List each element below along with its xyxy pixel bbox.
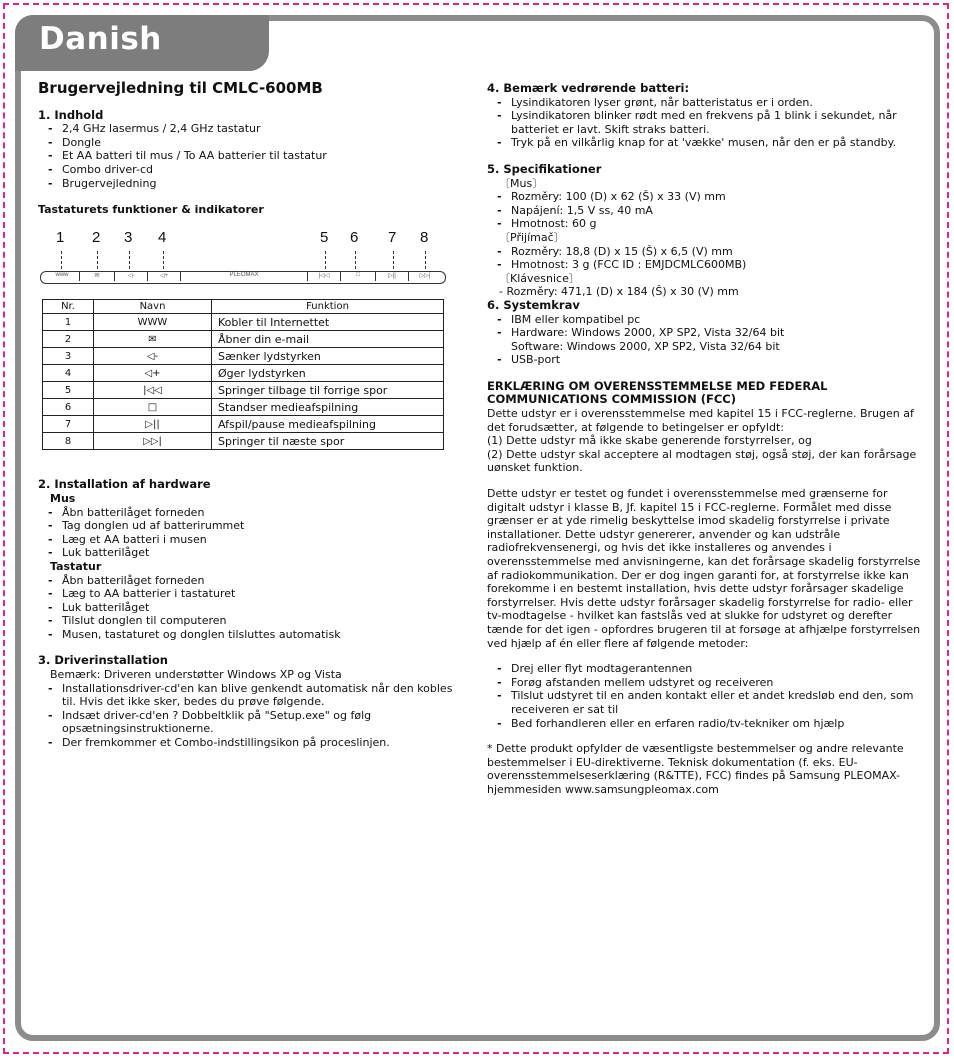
leader-line [129,251,130,269]
keyboard-steps [38,574,458,642]
fcc-condition-1: (1) Dette udstyr må ikke skabe generende forstyrrelser, og [487,434,812,448]
left-column [38,79,458,763]
table-row [43,399,444,416]
table-row [43,365,444,382]
cell-function: Springer tilbage til forrige spor [212,382,444,399]
leader-line [325,251,326,269]
fcc-section [487,380,927,797]
next-track-icon: ▷▷| [94,433,212,450]
eu-footnote: * Dette produkt opfylder de væsentligste bestemmelser og andre relevante bestemmelser i EU-direktiverne. Teknisk dokumentation (f. eks. EU-overensstemmelseserklæring (R&TTE), FCC) findes på Samsung PLEOMAX-hjemmesiden www.samsungpleomax.com [487,742,904,796]
specs-keyboard-label: 〔Klávesnice〕 [499,271,580,285]
cell-function: Standser medieafspilning [212,399,444,416]
key-number: 6 [350,228,359,246]
hardware-heading: 2. Installation af hardware [38,477,211,492]
list-item: - Læg to AA batterier i tastaturet [48,587,458,601]
hardware-req: Hardware: Windows 2000, XP SP2, Vista 32/64 bit [511,326,785,340]
list-item: - Hmotnost: 3 g (FCC ID : EMJDCMLC600MB) [497,258,927,272]
play-pause-key-icon: ▷|| [375,272,408,281]
list-item [497,326,927,353]
volume-down-icon: ◁- [94,348,212,365]
key-number: 1 [56,228,65,246]
list-item: - Combo driver-cd [48,163,458,177]
fcc-para2: Dette udstyr er testet og fundet i overensstemmelse med grænserne for digitalt udstyr i klasse B, Jf. kapitel 15 i FCC-reglerne. Formålet med disse grænser er at yde rimelig beskyttelse imod skadelig forstyrrelse i private installationer. Dette udstyr genererer, anvender og kan udstråle radiofrekvensenergi, og hvis det ikke installeres og anvendes i overensstemmelse med anvisningerne, kan det forårsage skadelig forstyrrelse af radiokommunikation. Der er dog ingen garanti for, at forstyrrelse ikke kan forekomme i en bestemt installation, hvis dette udstyr forårsager skadelige forstyrrelser. Hvis dette udstyr forårsager skadelig forstyrrelse for radio- eller tv-modtagelse - hvilket kan fastslås ved at slukke for udstyret og derefter tænde for det igen - opfordres brugeren til at forsøge at afhjælpe forstyrrelsen ved hjælp af én eller flere af følgende metoder: [487,487,921,650]
language-tab-title: Danish [39,21,162,57]
list-item: - Indsæt driver-cd'en ? Dobbeltklik på "Setup.exe" og følg opsætningsinstruktionerne. [48,709,458,736]
cell-nr: 1 [43,314,94,331]
previous-track-key-icon: |◁◁ [307,272,340,281]
list-item: - Brugervejledning [48,177,458,191]
cell-nr: 8 [43,433,94,450]
list-item: - Tryk på en vilkårlig knap for at 'vække' musen, når den er på standby. [497,136,927,150]
email-icon: ✉ [94,331,212,348]
list-item: - Dongle [48,136,458,150]
software-req: Software: Windows 2000, XP SP2, Vista 32/64 bit [511,339,780,353]
function-table [42,299,444,451]
leader-line [425,251,426,269]
list-item: - Tilslut udstyret til en anden kontakt eller et andet kredsløb end den, som receiveren er sat til [497,689,927,716]
list-item: - Musen, tastaturet og donglen tilsluttes automatisk [48,628,458,642]
right-column [487,82,927,797]
list-item: - Et AA batteri til mus / To AA batterier til tastatur [48,149,458,163]
list-item: - Åbn batterilåget forneden [48,574,458,588]
key-number: 7 [388,228,397,246]
list-item: - Installationsdriver-cd'en kan blive genkendt automatisk når den kobles til. Hvis det ikke sker, bedes du prøve følgende. [48,682,458,709]
function-table-wrap [38,299,458,451]
hardware-section [38,478,458,641]
list-item: - Hmotnost: 60 g [497,217,927,231]
list-item: - Rozměry: 100 (D) x 62 (Š) x 33 (V) mm [497,190,927,204]
stop-key-icon: □ [340,272,375,281]
leader-line [61,251,62,269]
list-item: - Der fremkommer et Combo-indstillingsikon på proceslinjen. [48,736,458,750]
list-item: - 2,4 GHz lasermus / 2,4 GHz tastatur [48,122,458,136]
list-item: - Lysindikatoren blinker rødt med en frekvens på 1 blink i sekundet, når batteriet er lavt. Skift straks batteri. [497,109,927,136]
play-pause-icon: ▷|| [94,416,212,433]
specs-mouse-list [487,190,927,231]
list-item: - Rozměry: 18,8 (D) x 15 (Š) x 6,5 (V) mm [497,245,927,259]
next-track-key-icon: ▷▷| [408,272,441,281]
cell-function: Sænker lydstyrken [212,348,444,365]
mouse-steps [38,506,458,560]
list-item: - Tag donglen ud af batterirummet [48,519,458,533]
battery-list [487,96,927,150]
cell-function: Springer til næste spor [212,433,444,450]
fcc-para1: Dette udstyr er i overensstemmelse med kapitel 15 i FCC-reglerne. Brugen af det forudsætter, at følgende to betingelser er opfyldt: [487,407,914,434]
cell-nr: 4 [43,365,94,382]
www-key-icon: www [55,271,69,278]
cell-nr: 5 [43,382,94,399]
column-header: Funktion [212,299,444,314]
cell-function: Åbner din e-mail [212,331,444,348]
list-item: - Luk batterilåget [48,546,458,560]
key-number: 3 [124,228,133,246]
specs-keyboard-line: - Rozměry: 471,1 (D) x 184 (Š) x 30 (V) mm [499,285,739,299]
key-number: 8 [420,228,429,246]
column-header: Navn [94,299,212,314]
volume-down-key-icon: ◁- [114,272,147,281]
list-item: - Tilslut donglen til computeren [48,614,458,628]
fcc-condition-2: (2) Dette udstyr skal acceptere al modtagen støj, også støj, der kan forårsage uønsket funktion. [487,447,917,475]
table-row [43,382,444,399]
contents-list [38,122,458,190]
keyboard-subheading: Tastatur [50,559,102,573]
fcc-heading-line1: ERKLÆRING OM OVERENSSTEMMELSE MED FEDERAL [487,378,828,393]
driver-steps [38,682,458,750]
battery-section [487,82,927,150]
contents-section [38,109,458,191]
cell-function: Kobler til Internettet [212,314,444,331]
leader-line [163,251,164,269]
manual-title: Brugervejledning til CMLC-600MB [38,79,323,97]
cell-nr: 6 [43,399,94,416]
fcc-heading-line2: COMMUNICATIONS COMMISSION (FCC) [487,392,736,407]
driver-heading: 3. Driverinstallation [38,653,168,668]
specs-section [487,163,927,299]
cell-nr: 2 [43,331,94,348]
battery-heading: 4. Bemærk vedrørende batteri: [487,81,690,95]
driver-note: Bemærk: Driveren understøtter Windows XP og Vista [50,668,342,682]
cell-nr: 3 [43,348,94,365]
previous-track-icon: |◁◁ [94,382,212,399]
list-item: - Forøg afstanden mellem udstyret og receiveren [497,676,927,690]
list-item: - Napájení: 1,5 V ss, 40 mA [497,204,927,218]
cell-function: Afspil/pause medieafspilning [212,416,444,433]
www-icon: WWW [94,314,212,331]
table-row [43,331,444,348]
list-item: - Lysindikatoren lyser grønt, når batteristatus er i orden. [497,96,927,110]
cell-nr: 7 [43,416,94,433]
language-tab [15,15,269,71]
specs-mouse-label: 〔Mus〕 [499,176,544,190]
driver-section [38,654,458,749]
volume-up-key-icon: ◁+ [147,272,180,281]
system-section [487,299,927,367]
email-key-icon: ✉ [79,272,114,281]
specs-heading: 5. Specifikationer [487,161,602,176]
pleomax-logo: PLEOMAX [180,272,307,281]
specs-receiver-label: 〔Přijímač〕 [499,230,565,244]
key-number: 5 [320,228,329,246]
column-header: Nr. [43,299,94,314]
table-row [43,433,444,450]
leader-line [355,251,356,269]
key-number: 4 [158,228,167,246]
system-list [487,313,927,367]
cell-function: Øger lydstyrken [212,365,444,382]
volume-up-icon: ◁+ [94,365,212,382]
fcc-methods [487,662,927,730]
list-item: - Læg et AA batteri i musen [48,533,458,547]
leader-line [97,251,98,269]
keyboard-diagram [38,229,448,305]
key-number: 2 [92,228,101,246]
specs-receiver-list [487,245,927,272]
leader-line [393,251,394,269]
table-row [43,314,444,331]
table-row [43,348,444,365]
list-item: - IBM eller kompatibel pc [497,313,927,327]
list-item: - Drej eller flyt modtagerantennen [497,662,927,676]
mouse-subheading: Mus [50,491,76,505]
table-row [43,416,444,433]
system-heading: 6. Systemkrav [487,297,580,312]
keyboard-functions-heading: Tastaturets funktioner & indikatorer [38,203,264,217]
list-item: - Luk batterilåget [48,601,458,615]
list-item: - Åbn batterilåget forneden [48,506,458,520]
stop-icon: □ [94,399,212,416]
list-item: - USB-port [497,353,927,367]
list-item: - Bed forhandleren eller en erfaren radio/tv-tekniker om hjælp [497,717,927,731]
contents-heading: 1. Indhold [38,107,104,122]
